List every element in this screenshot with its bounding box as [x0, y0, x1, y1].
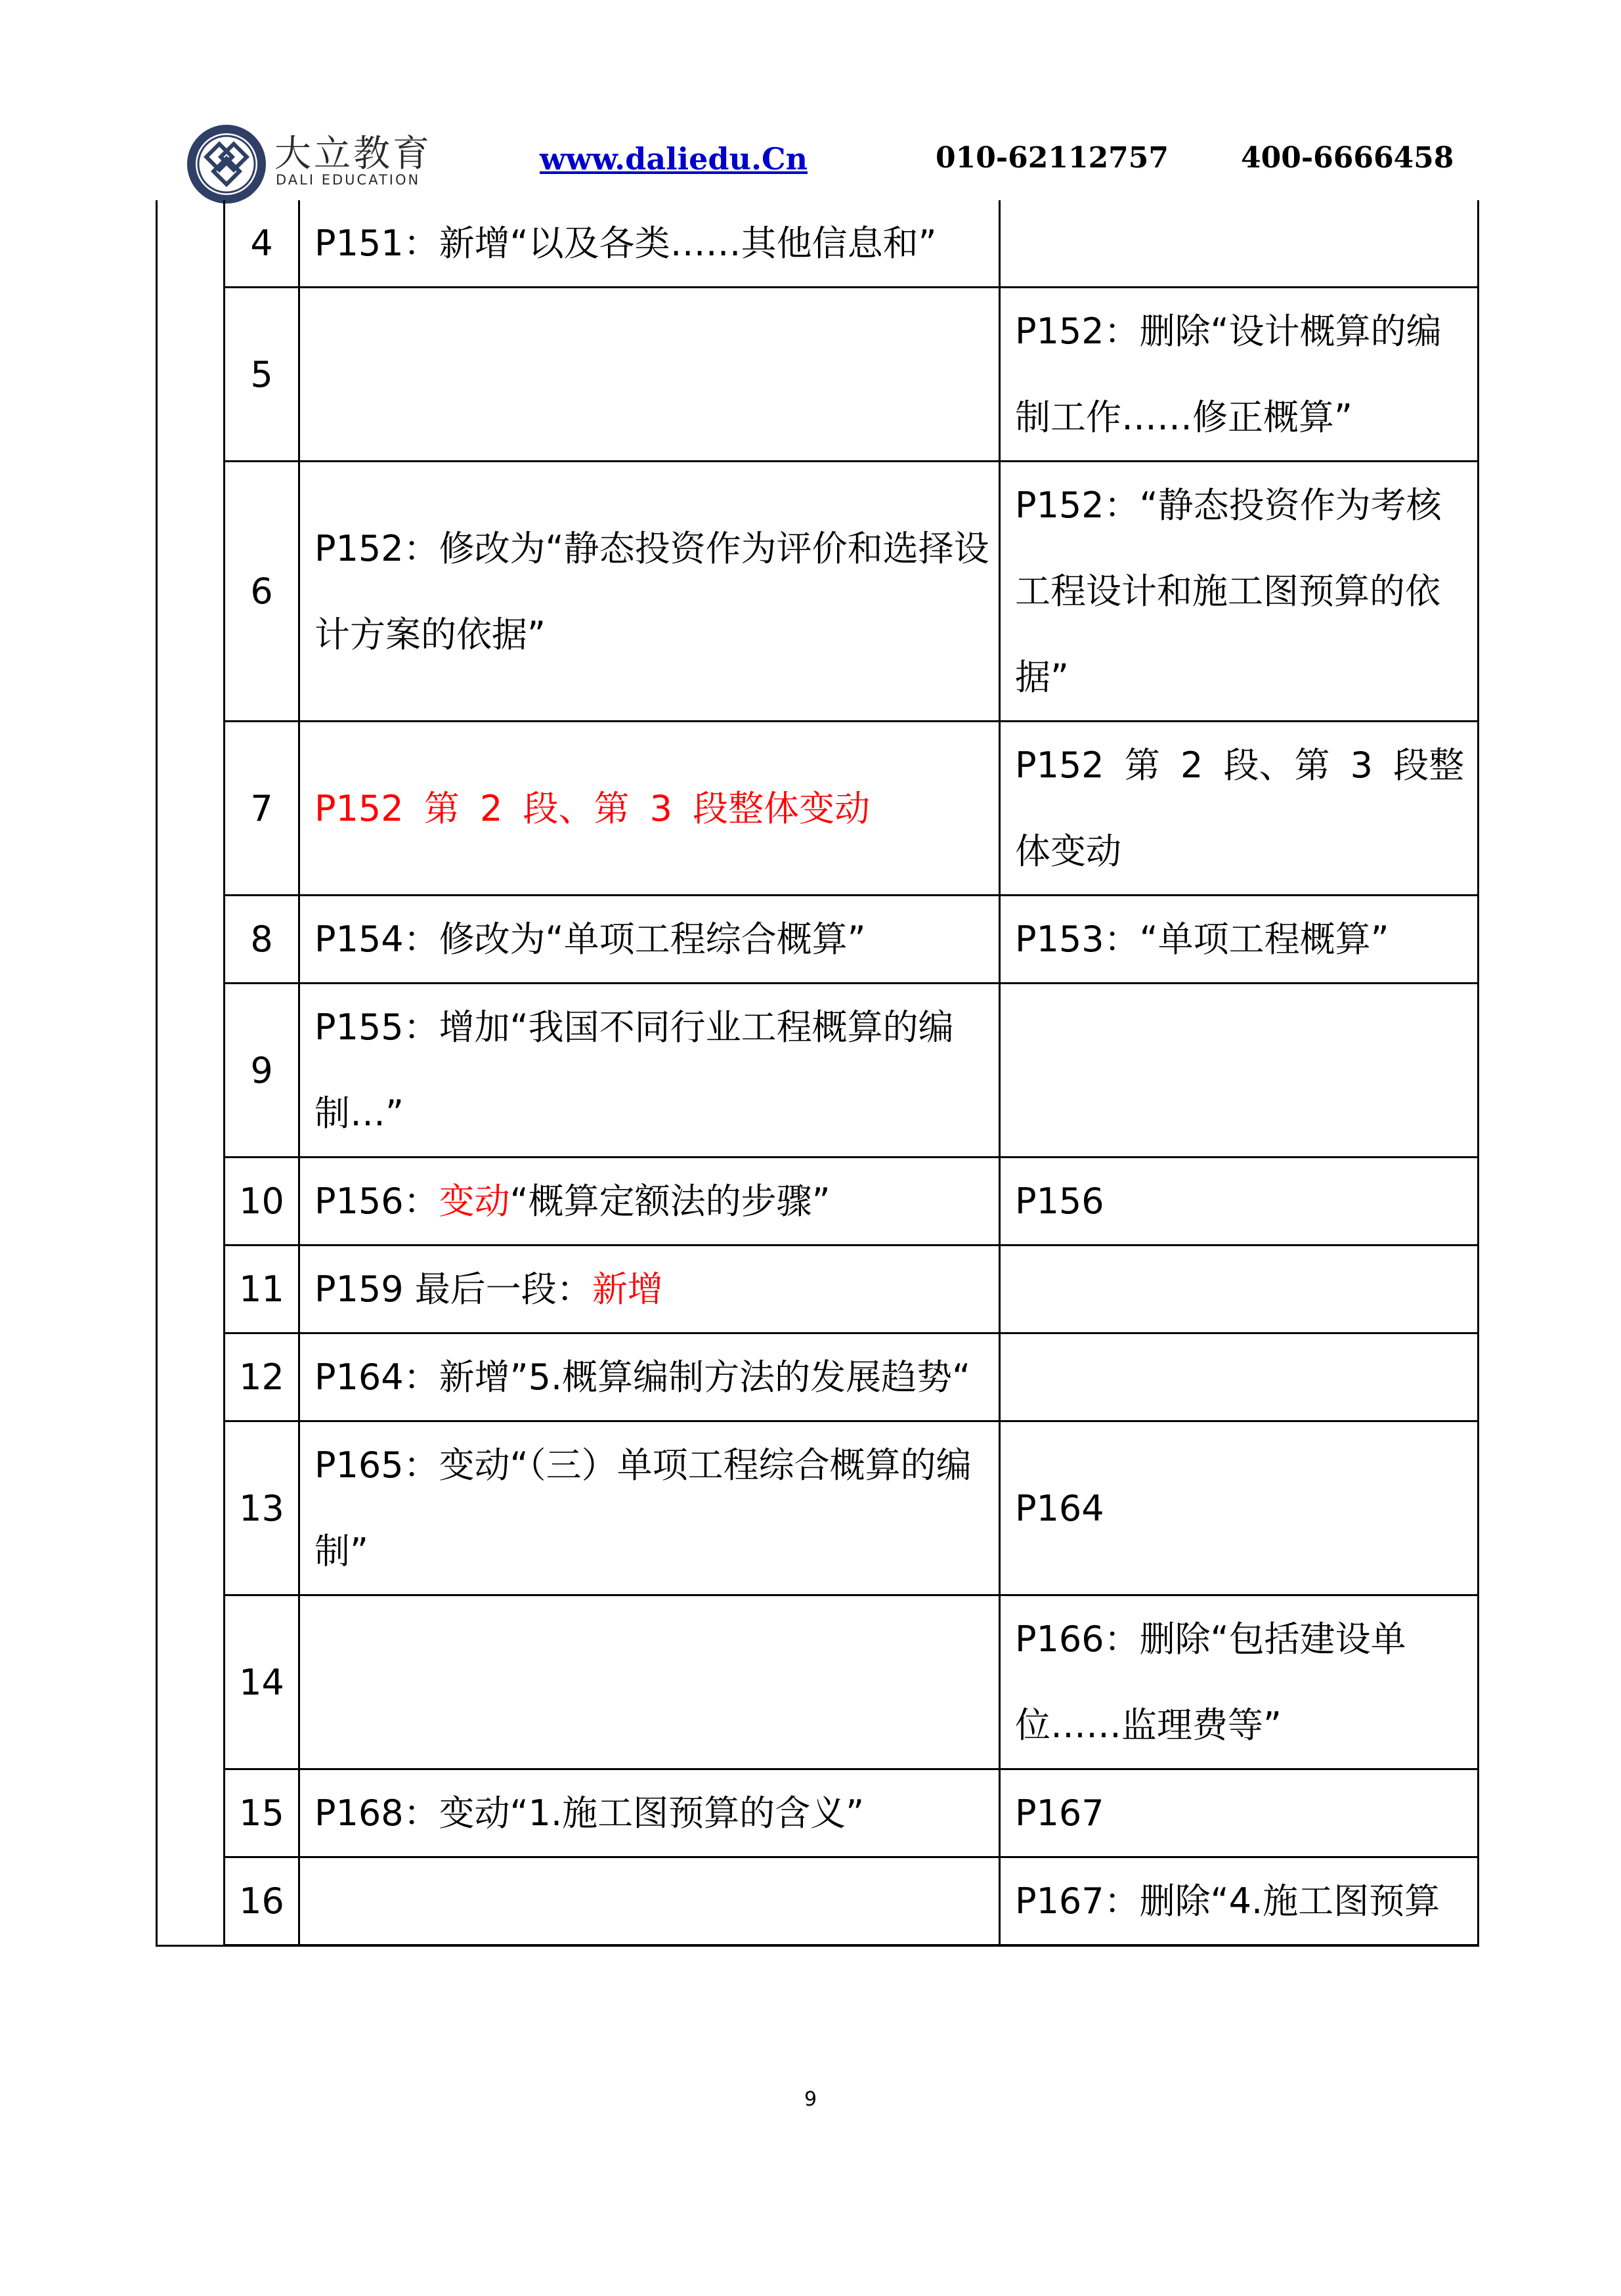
table-row [157, 288, 1479, 462]
old-edition-cell [1000, 200, 1479, 288]
row-number: 6 [225, 462, 299, 722]
row-number: 8 [225, 896, 299, 984]
table-row [157, 722, 1479, 896]
table-row [157, 200, 1479, 288]
row-number: 10 [225, 1158, 299, 1245]
table-row [157, 462, 1479, 722]
row-number: 7 [225, 722, 299, 896]
old-edition-cell: P156 [1000, 1158, 1479, 1245]
highlight-text: 变动 [439, 1180, 510, 1222]
new-edition-cell [299, 1158, 1000, 1245]
old-edition-cell: P166：删除“包括建设单位……监理费等” [1000, 1595, 1479, 1769]
new-edition-cell: P165：变动“（三）单项工程综合概算的编制” [299, 1421, 1000, 1595]
table-row [157, 1333, 1479, 1421]
cell-text: P156： [314, 1180, 439, 1222]
old-edition-cell: P152：“静态投资作为考核工程设计和施工图预算的依据” [1000, 462, 1479, 722]
old-edition-cell [1000, 1333, 1479, 1421]
old-edition-cell: P164 [1000, 1421, 1479, 1595]
cell-text: “概算定额法的步骤” [509, 1180, 831, 1222]
new-edition-cell: P152：修改为“静态投资作为评价和选择设计方案的依据” [299, 462, 1000, 722]
table-row [157, 984, 1479, 1158]
new-edition-cell [299, 1857, 1000, 1946]
row-number: 13 [225, 1421, 299, 1595]
row-number: 12 [225, 1333, 299, 1421]
row-number: 15 [225, 1769, 299, 1857]
new-edition-cell: P168：变动“1.施工图预算的含义” [299, 1769, 1000, 1857]
table-row [157, 896, 1479, 984]
brand-subtitle: DALI EDUCATION [276, 172, 421, 188]
row-number: 14 [225, 1595, 299, 1769]
new-edition-cell: P151：新增“以及各类……其他信息和” [299, 200, 1000, 288]
highlight-text: 新增 [592, 1268, 663, 1310]
new-edition-cell [299, 1595, 1000, 1769]
merged-left-cell [157, 200, 225, 1945]
new-edition-cell [299, 288, 1000, 462]
row-number: 16 [225, 1857, 299, 1946]
old-edition-cell: P152 第 2 段、第 3 段整体变动 [1000, 722, 1479, 896]
new-edition-cell [299, 1245, 1000, 1333]
table-row [157, 1158, 1479, 1245]
changes-table [156, 200, 1479, 1947]
row-number: 9 [225, 984, 299, 1158]
new-edition-cell: P152 第 2 段、第 3 段整体变动 [299, 722, 1000, 896]
old-edition-cell: P167：删除“4.施工图预算 [1000, 1857, 1479, 1946]
dali-education-logo-icon [184, 121, 269, 207]
table-row [157, 1595, 1479, 1769]
row-number: 11 [225, 1245, 299, 1333]
page-number: 9 [804, 2088, 817, 2111]
cell-text: P159 最后一段： [314, 1268, 592, 1310]
new-edition-cell: P154：修改为“单项工程综合概算” [299, 896, 1000, 984]
table-row [157, 1857, 1479, 1946]
website-link[interactable]: www.daliedu.Cn [540, 141, 808, 177]
row-number: 4 [225, 200, 299, 288]
phone-number-2: 400-6666458 [1241, 141, 1454, 175]
phone-number-1: 010-62112757 [936, 141, 1169, 175]
old-edition-cell: P152：删除“设计概算的编制工作……修正概算” [1000, 288, 1479, 462]
row-number: 5 [225, 288, 299, 462]
new-edition-cell: P155：增加“我国不同行业工程概算的编制…” [299, 984, 1000, 1158]
old-edition-cell: P167 [1000, 1769, 1479, 1857]
new-edition-cell: P164：新增”5.概算编制方法的发展趋势“ [299, 1333, 1000, 1421]
table-row [157, 1421, 1479, 1595]
table-row [157, 1769, 1479, 1857]
brand-name: 大立教育 [274, 133, 432, 175]
old-edition-cell [1000, 1245, 1479, 1333]
old-edition-cell: P153：“单项工程概算” [1000, 896, 1479, 984]
page-header [0, 0, 1621, 204]
old-edition-cell [1000, 984, 1479, 1158]
table-row [157, 1245, 1479, 1333]
